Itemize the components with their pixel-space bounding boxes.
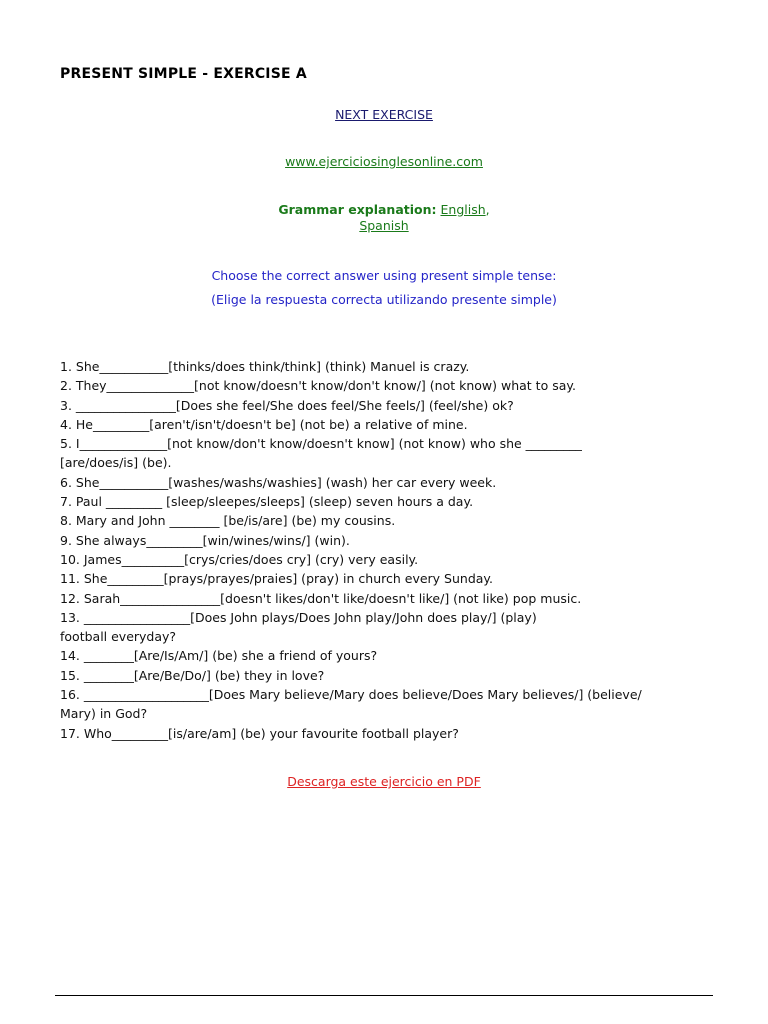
question-line: 6. She___________[washes/washs/washies] (wash) her car every week. xyxy=(60,474,497,490)
question-line: 15. ________[Are/Be/Do/] (be) they in love? xyxy=(60,667,325,683)
question-line: 4. He_________[aren't/isn't/doesn't be] (not be) a relative of mine. xyxy=(60,416,468,432)
question-line: 10. James__________[crys/cries/does cry] (cry) very easily. xyxy=(60,551,419,567)
question-line: 7. Paul _________ [sleep/sleepes/sleeps] (sleep) seven hours a day. xyxy=(60,494,474,510)
question-line: 2. They______________[not know/doesn't know/don't know/] (not know) what to say. xyxy=(60,378,576,394)
question-list xyxy=(60,357,710,743)
next-exercise-link[interactable]: NEXT EXERCISE xyxy=(335,107,433,122)
grammar-separator: , xyxy=(485,202,490,217)
instructions-english: Choose the correct answer using present simple tense: xyxy=(211,268,557,283)
instructions xyxy=(0,264,768,312)
question-line: 14. ________[Are/Is/Am/] (be) she a friend of yours? xyxy=(60,648,378,664)
question-line: 9. She always_________[win/wines/wins/] (win). xyxy=(60,532,350,548)
page-title: PRESENT SIMPLE - EXERCISE A xyxy=(60,66,307,82)
website-link[interactable]: www.ejerciciosinglesonline.com xyxy=(285,154,483,169)
download-pdf-link[interactable]: Descarga este ejercicio en PDF xyxy=(287,774,481,789)
grammar-spanish-link[interactable]: Spanish xyxy=(359,218,409,233)
question-line: 11. She_________[prays/prayes/praies] (pray) in church every Sunday. xyxy=(60,571,494,587)
question-line: 12. Sarah________________[doesn't likes/don't like/doesn't like/] (not like) pop music. xyxy=(60,590,582,606)
question-line: 1. She___________[thinks/does think/think] (think) Manuel is crazy. xyxy=(60,359,470,374)
question-line: 16. ____________________[Does Mary believe/Mary does believe/Does Mary believes/] (believe/ xyxy=(60,687,642,703)
question-line: 5. I______________[not know/don't know/doesn't know] (not know) who she _________ xyxy=(60,436,582,452)
grammar-english-link[interactable]: English xyxy=(440,202,486,217)
question-line: 13. _________________[Does John plays/Does John play/John does play/] (play) xyxy=(60,609,537,625)
question-line: football everyday? xyxy=(60,629,177,645)
instructions-spanish: (Elige la respuesta correcta utilizando presente simple) xyxy=(211,292,557,307)
question-line: [are/does/is] (be). xyxy=(60,455,172,471)
grammar-label: Grammar explanation: xyxy=(278,202,437,217)
question-line: Mary) in God? xyxy=(60,706,148,722)
question-line: 8. Mary and John ________ [be/is/are] (be) my cousins. xyxy=(60,513,396,529)
question-line: 3. ________________[Does she feel/She does feel/She feels/] (feel/she) ok? xyxy=(60,397,514,413)
question-line: 17. Who_________[is/are/am] (be) your favourite football player? xyxy=(60,725,459,741)
footer-divider xyxy=(55,995,713,996)
grammar-explanation xyxy=(0,202,768,234)
